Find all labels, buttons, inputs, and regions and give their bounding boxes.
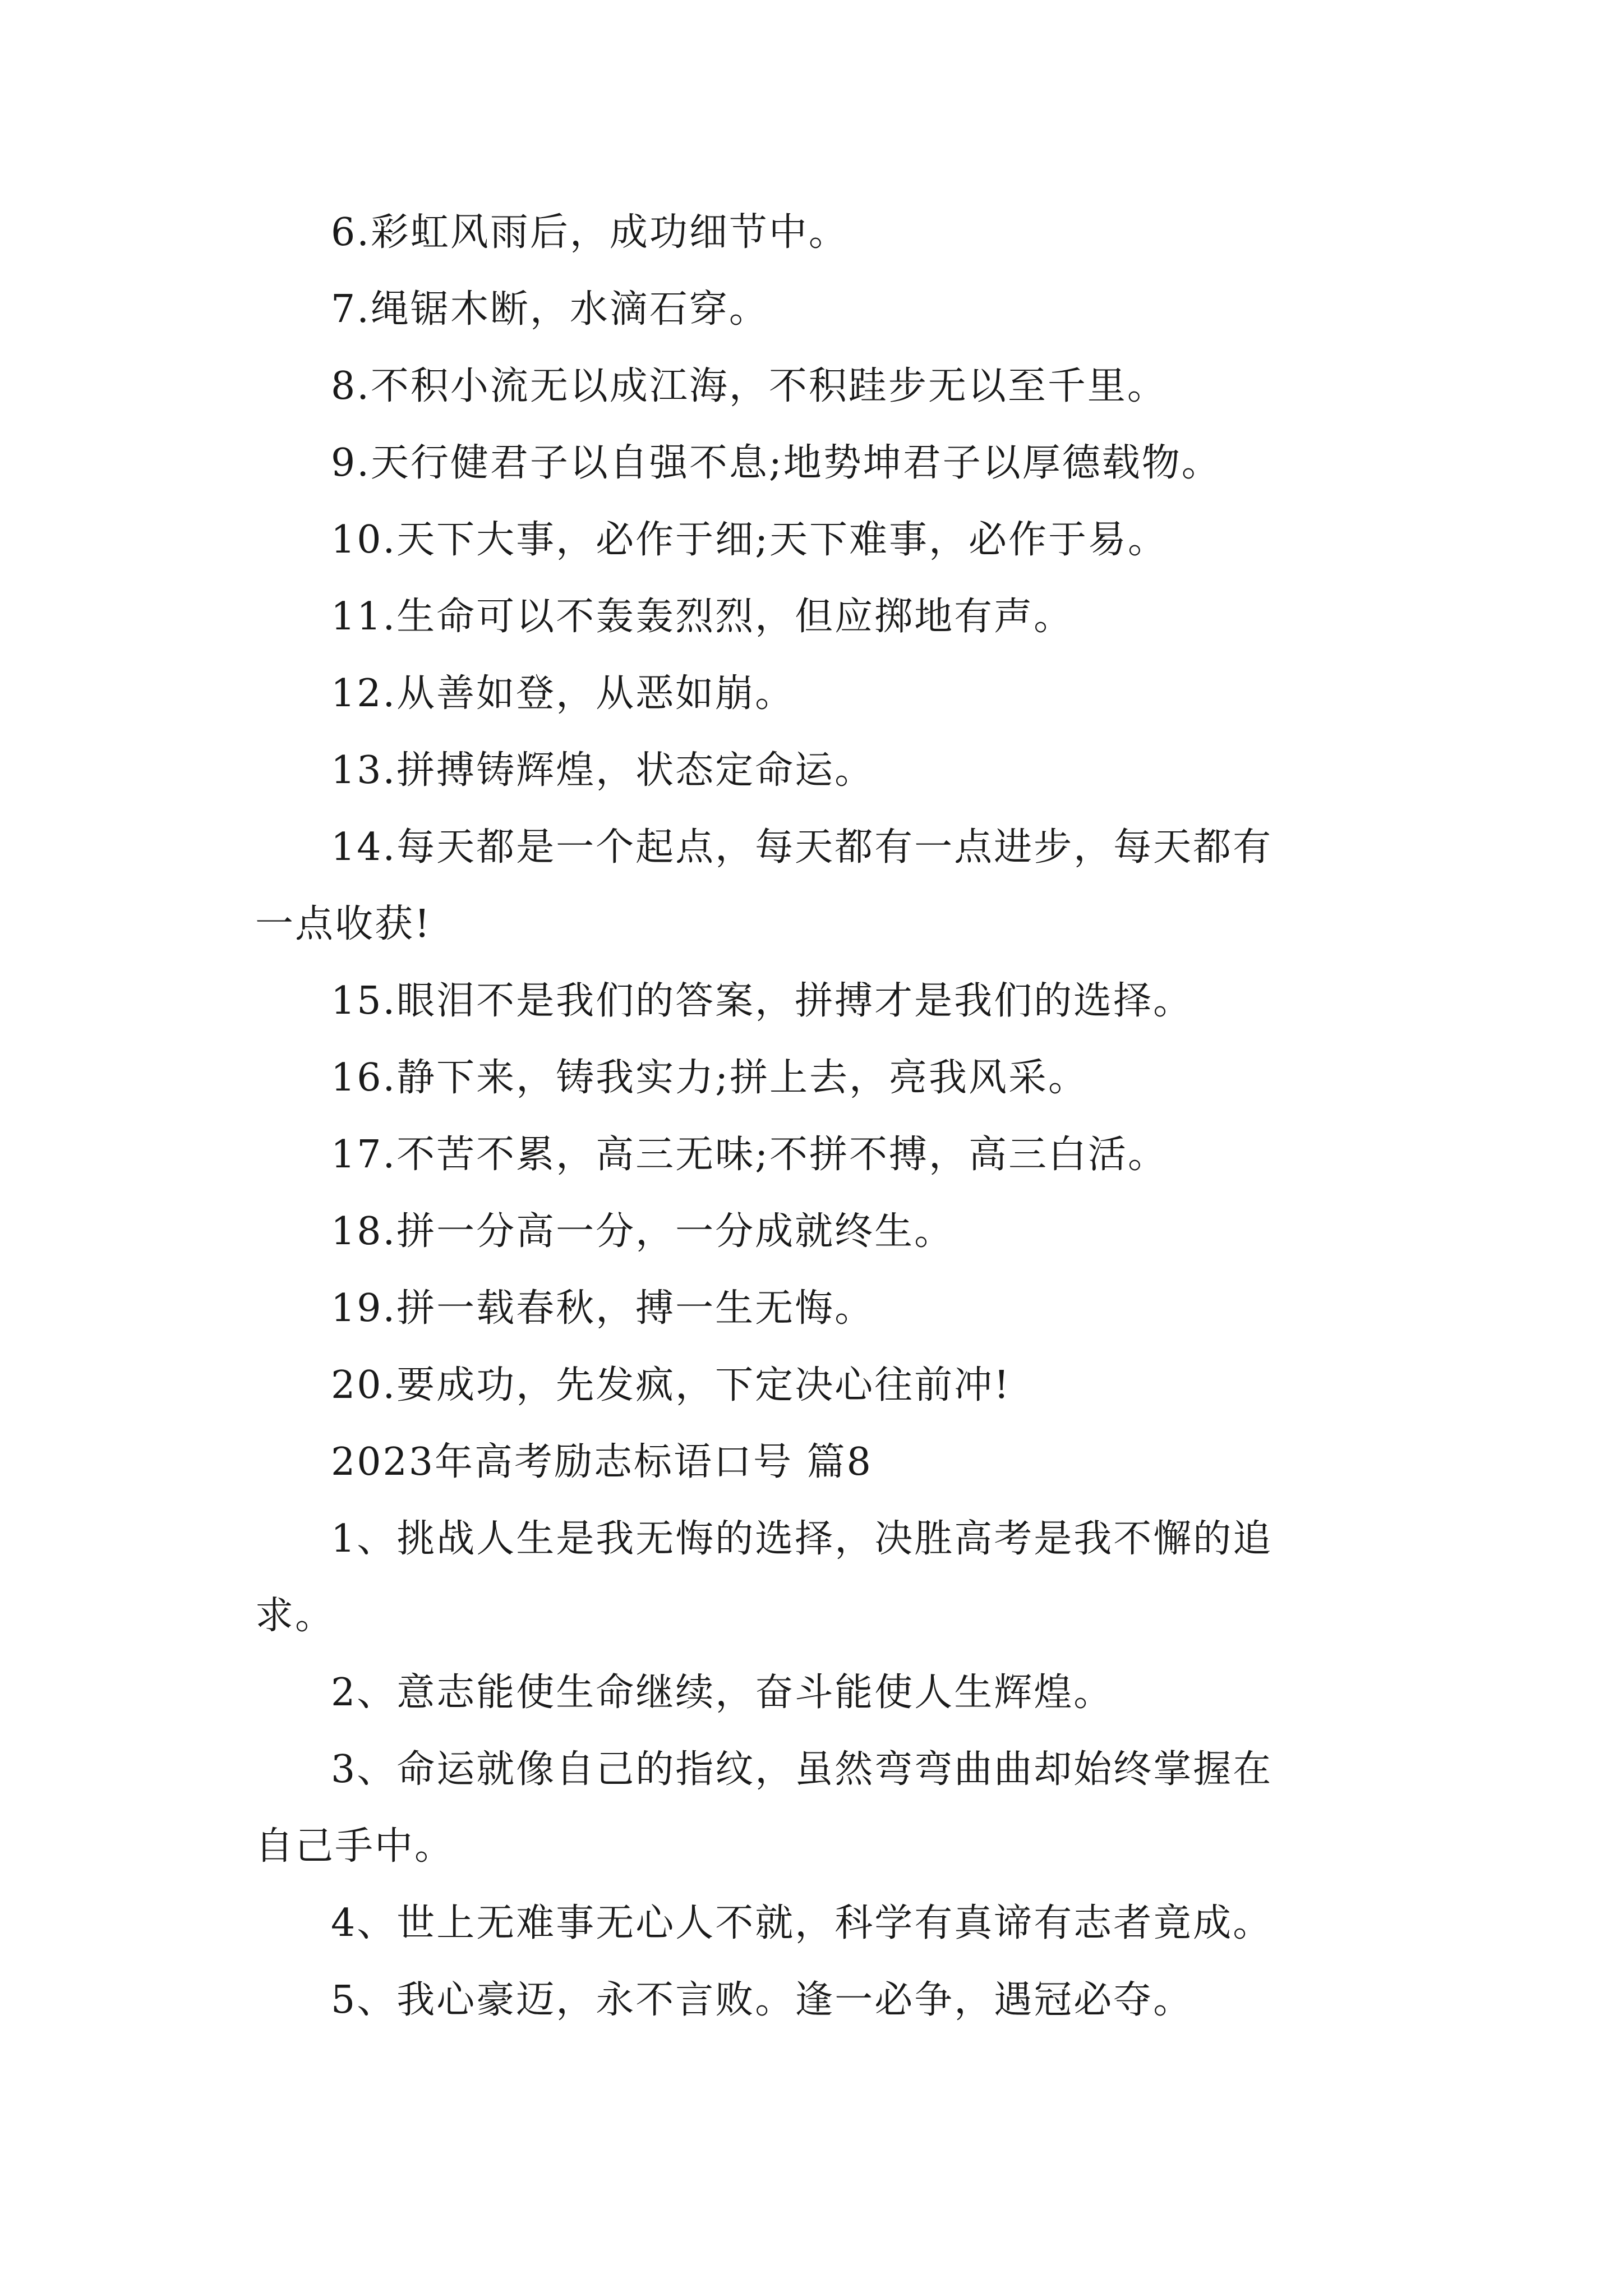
paragraph-line: 11.生命可以不轰轰烈烈，但应掷地有声。 [331, 595, 1074, 639]
document-body [255, 208, 1382, 2026]
paragraph-continuation: 自己手中。 [255, 1824, 455, 1869]
paragraph-line: 9.天行健君子以自强不息;地势坤君子以厚德载物。 [331, 441, 1221, 485]
paragraph-line: 14.每天都是一个起点，每天都有一点进步，每天都有 [331, 825, 1273, 869]
paragraph-continuation: 求。 [255, 1594, 335, 1638]
paragraph-line: 7.绳锯木断，水滴石穿。 [331, 287, 769, 332]
paragraph-line: 19.拼一载春秋，搏一生无悔。 [331, 1286, 875, 1331]
paragraph-line: 5、我心豪迈，永不言败。逢一必争，遇冠必夺。 [331, 1978, 1193, 2022]
paragraph-line: 6.彩虹风雨后，成功细节中。 [331, 210, 849, 255]
paragraph-line: 2、意志能使生命继续，奋斗能使人生辉煌。 [331, 1671, 1114, 1715]
paragraph-line: 10.天下大事，必作于细;天下难事，必作于易。 [331, 518, 1168, 562]
paragraph-continuation: 一点收获! [255, 902, 432, 946]
paragraph-line: 18.拼一分高一分，一分成就终生。 [331, 1209, 955, 1254]
paragraph-line: 12.从善如登，从恶如崩。 [331, 671, 795, 716]
section-heading: 2023年高考励志标语口号 篇8 [331, 1440, 873, 1484]
paragraph-line: 4、世上无难事无心人不就，科学有真谛有志者竟成。 [331, 1901, 1273, 1945]
paragraph-line: 17.不苦不累，高三无味;不拼不搏，高三白活。 [331, 1133, 1168, 1177]
paragraph-line: 20.要成功，先发疯，下定决心往前冲! [331, 1363, 1011, 1407]
paragraph-line: 16.静下来，铸我实力;拼上去，亮我风采。 [331, 1056, 1089, 1100]
paragraph-line: 15.眼泪不是我们的答案，拼搏才是我们的选择。 [331, 979, 1193, 1023]
paragraph-line: 8.不积小流无以成江海，不积跬步无以至千里。 [331, 364, 1167, 408]
paragraph-line: 3、命运就像自己的指纹，虽然弯弯曲曲却始终掌握在 [331, 1747, 1273, 1792]
paragraph-line: 13.拼搏铸辉煌，状态定命运。 [331, 748, 875, 793]
paragraph-line: 1、挑战人生是我无悔的选择，决胜高考是我不懈的追 [331, 1517, 1273, 1561]
